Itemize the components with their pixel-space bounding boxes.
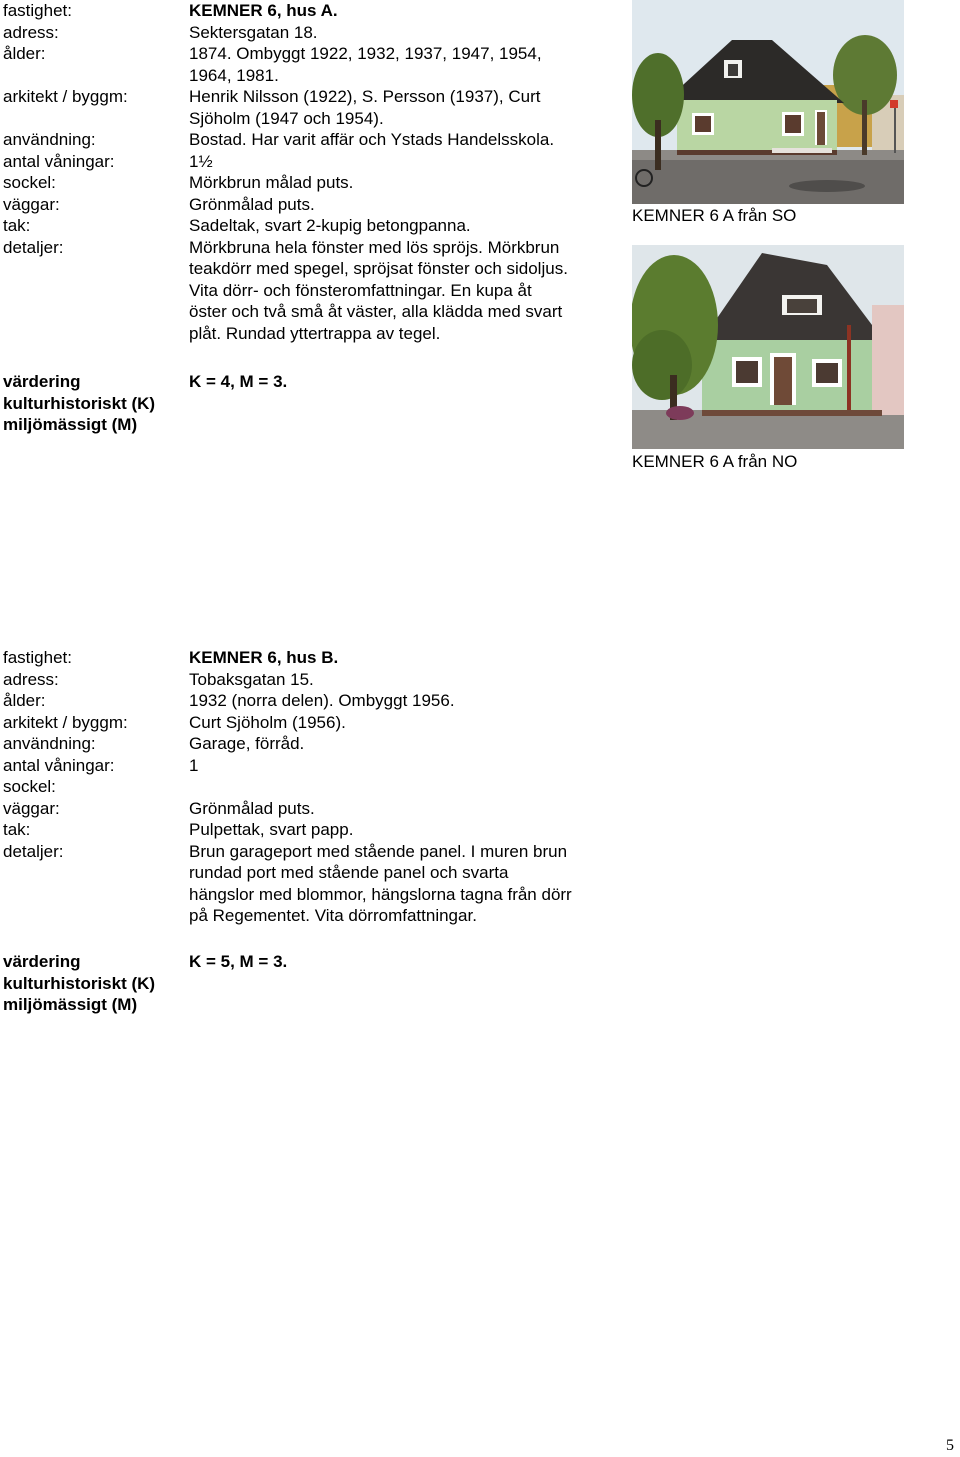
evaluation-value: K = 5, M = 3. xyxy=(189,952,288,971)
field-label: väggar: xyxy=(3,798,60,818)
field-label: adress: xyxy=(3,22,59,42)
field-row xyxy=(3,647,621,669)
field-label: tak: xyxy=(3,216,31,235)
field-row xyxy=(3,841,621,927)
evaluation-value: K = 4, M = 3. xyxy=(189,372,288,391)
field-value xyxy=(189,690,621,712)
field-label: fastighet: xyxy=(3,648,72,667)
field-row xyxy=(3,819,621,841)
field-value-line: Sadeltak, svart 2-kupig betongpanna. xyxy=(189,216,471,235)
field-label: ålder: xyxy=(3,44,46,63)
evaluation-kemner-6-hus-a xyxy=(3,371,621,436)
field-value-line: hängslor med blommor, hängslorna tagna från dörr xyxy=(189,884,572,904)
field-row xyxy=(3,172,621,194)
field-row xyxy=(3,798,621,820)
evaluation-label: miljömässigt (M) xyxy=(3,995,138,1014)
field-row xyxy=(3,215,621,237)
photo-caption: KEMNER 6 A från NO xyxy=(632,452,798,471)
field-value-line: Mörkbruna hela fönster med lös spröjs. Mörkbrun xyxy=(189,237,560,257)
field-value-line: Bostad. Har varit affär och Ystads Handelsskola. xyxy=(189,130,555,149)
field-row xyxy=(3,733,621,755)
field-row xyxy=(3,86,621,129)
field-value-line: Vita dörr- och fönsteromfattningar. En kupa åt xyxy=(189,280,532,300)
field-value xyxy=(189,194,621,216)
field-value-line: 1 xyxy=(189,755,199,775)
evaluation-label: kulturhistoriskt (K) xyxy=(3,973,156,993)
evaluation-label: värdering xyxy=(3,372,81,391)
field-row xyxy=(3,0,621,22)
field-row xyxy=(3,194,621,216)
field-row xyxy=(3,755,621,777)
field-label: sockel: xyxy=(3,173,56,192)
field-value xyxy=(189,841,621,927)
field-value xyxy=(189,151,621,173)
field-value xyxy=(189,755,621,777)
field-label: sockel: xyxy=(3,777,56,796)
field-value-line: Pulpettak, svart papp. xyxy=(189,820,354,839)
field-value-line: teakdörr med spegel, spröjsat fönster och sidoljus. xyxy=(189,259,568,278)
evaluation-label: kulturhistoriskt (K) xyxy=(3,393,156,413)
field-value-line: 1964, 1981. xyxy=(189,65,279,85)
field-value-line xyxy=(189,776,621,798)
field-label: adress: xyxy=(3,669,59,689)
field-value-line: plåt. Rundad yttertrappa av tegel. xyxy=(189,323,441,343)
field-value-line: rundad port med stående panel och svarta xyxy=(189,863,509,882)
field-row xyxy=(3,712,621,734)
field-value xyxy=(189,798,621,820)
field-value xyxy=(189,776,621,798)
field-value xyxy=(189,712,621,734)
field-label: tak: xyxy=(3,820,31,839)
photo-caption: KEMNER 6 A från SO xyxy=(632,206,797,225)
field-value xyxy=(189,129,621,151)
field-row xyxy=(3,237,621,345)
evaluation-label: miljömässigt (M) xyxy=(3,415,138,434)
field-value-line: på Regementet. Vita dörromfattningar. xyxy=(189,906,477,925)
field-value xyxy=(189,819,621,841)
field-value xyxy=(189,22,621,44)
field-label: detaljer: xyxy=(3,841,64,861)
field-value-line: öster och två små åt väster, alla klädda med svart xyxy=(189,302,563,321)
field-value-line: Brun garageport med stående panel. I muren brun xyxy=(189,841,568,861)
evaluation-kemner-6-hus-b xyxy=(3,951,621,1016)
field-value xyxy=(189,215,621,237)
field-value-line: KEMNER 6, hus B. xyxy=(189,648,339,667)
field-value xyxy=(189,669,621,691)
field-row xyxy=(3,151,621,173)
field-label: väggar: xyxy=(3,194,60,214)
field-value-line: Sjöholm (1947 och 1954). xyxy=(189,108,384,128)
field-label: fastighet: xyxy=(3,1,72,20)
field-value-line: Grönmålad puts. xyxy=(189,798,315,818)
field-label: användning: xyxy=(3,130,96,149)
field-value xyxy=(189,237,621,345)
field-value-line: Sektersgatan 18. xyxy=(189,22,318,42)
field-value-line: Mörkbrun målad puts. xyxy=(189,173,354,192)
field-label: arkitekt / byggm: xyxy=(3,712,128,732)
evaluation-label: värdering xyxy=(3,952,81,971)
field-row xyxy=(3,129,621,151)
field-value xyxy=(189,0,621,22)
field-label: arkitekt / byggm: xyxy=(3,87,128,106)
field-value-line: Henrik Nilsson (1922), S. Persson (1937), Curt xyxy=(189,87,541,106)
field-value-line: 1874. Ombyggt 1922, 1932, 1937, 1947, 1954, xyxy=(189,44,542,63)
field-value-line: Curt Sjöholm (1956). xyxy=(189,712,346,732)
field-value-line: 1½ xyxy=(189,151,213,171)
field-label: antal våningar: xyxy=(3,755,115,775)
field-value xyxy=(189,86,621,129)
photo-kemner-6-a-fran-no xyxy=(632,245,904,449)
field-value-line: Tobaksgatan 15. xyxy=(189,669,314,689)
field-row xyxy=(3,690,621,712)
field-label: ålder: xyxy=(3,691,46,710)
page-number: 5 xyxy=(946,1437,954,1454)
field-row xyxy=(3,22,621,44)
record-kemner-6-hus-b xyxy=(3,647,621,927)
photo-kemner-6-a-fran-so xyxy=(632,0,904,204)
field-value-line: Garage, förråd. xyxy=(189,734,305,753)
field-value xyxy=(189,647,621,669)
field-label: antal våningar: xyxy=(3,151,115,171)
field-value-line: 1932 (norra delen). Ombyggt 1956. xyxy=(189,691,455,710)
field-row xyxy=(3,776,621,798)
field-value xyxy=(189,733,621,755)
field-value xyxy=(189,43,621,86)
field-value-line: Grönmålad puts. xyxy=(189,194,315,214)
field-value-line: KEMNER 6, hus A. xyxy=(189,1,338,20)
field-row xyxy=(3,43,621,86)
field-value xyxy=(189,172,621,194)
field-label: detaljer: xyxy=(3,237,64,257)
field-label: användning: xyxy=(3,734,96,753)
field-row xyxy=(3,669,621,691)
record-kemner-6-hus-a xyxy=(3,0,621,344)
